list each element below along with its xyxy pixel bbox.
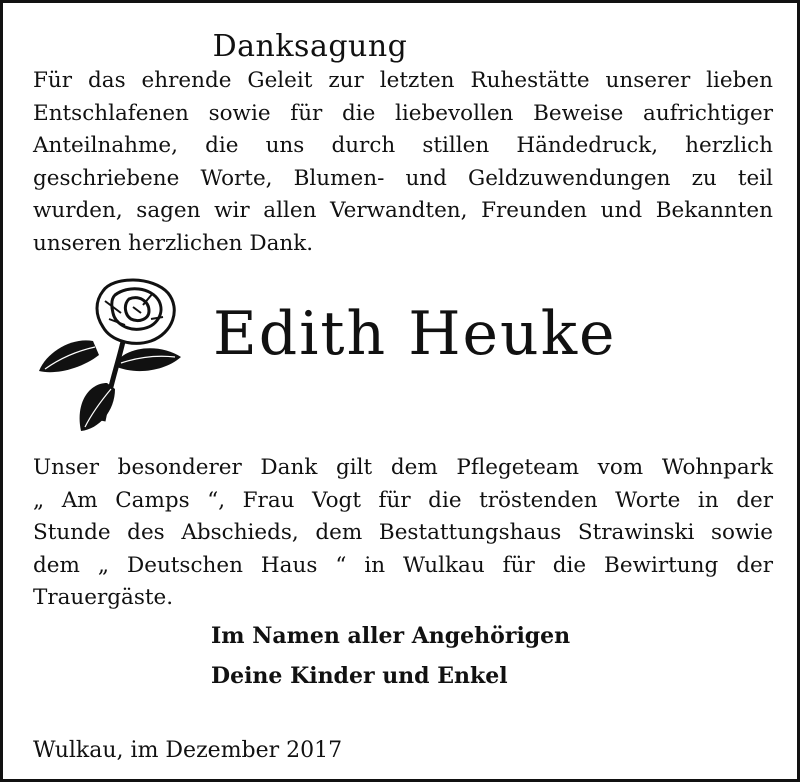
place-date: Wulkau, im Dezember 2017 bbox=[33, 738, 343, 763]
intro-line: unseren herzlichen Dank. bbox=[33, 230, 314, 256]
thanks-paragraph bbox=[33, 452, 773, 615]
rose-icon bbox=[33, 271, 193, 441]
intro-line: Anteilnahme, die uns durch stillen Händedruck, herzlich bbox=[33, 133, 773, 158]
notice-heading: Danksagung bbox=[212, 29, 408, 64]
intro-line: Für das ehrende Geleit zur letzten Ruhestätte unserer lieben bbox=[33, 68, 773, 93]
thanks-line: Trauergäste. bbox=[33, 585, 174, 610]
signature-line: Deine Kinder und Enkel bbox=[211, 663, 508, 689]
thanks-line: Unser besonderer Dank gilt dem Pflegeteam vom Wohnpark bbox=[33, 455, 773, 480]
intro-line: geschriebene Worte, Blumen- und Geldzuwendungen zu teil bbox=[33, 165, 773, 191]
thanks-line: „ Am Camps “, Frau Vogt für die tröstenden Worte in der bbox=[33, 487, 773, 513]
intro-line: wurden, sagen wir allen Verwandten, Freunden und Bekannten bbox=[33, 198, 773, 223]
signature-line: Im Namen aller Angehörigen bbox=[211, 623, 571, 649]
thanks-line: dem „ Deutschen Haus “ in Wulkau für die Bewirtung der bbox=[33, 552, 773, 578]
intro-line: Entschlafenen sowie für die liebevollen Beweise aufrichtiger bbox=[33, 100, 773, 126]
intro-paragraph bbox=[33, 65, 773, 260]
thanks-line: Stunde des Abschieds, dem Bestattungshaus Strawinski sowie bbox=[33, 520, 773, 545]
deceased-name: Edith Heuke bbox=[213, 299, 617, 369]
